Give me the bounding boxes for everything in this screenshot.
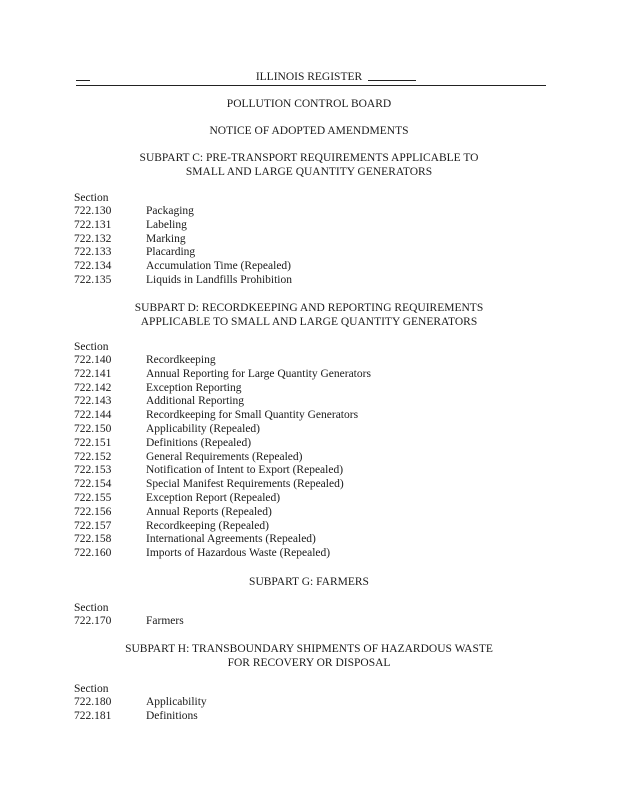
section-title: Notification of Intent to Export (Repealed) [146,464,344,477]
section-entry [74,246,544,260]
section-title: Applicability (Repealed) [146,422,261,435]
section-list [74,615,544,629]
section-title: Farmers [146,615,184,627]
section-number: 722.153 [74,464,112,477]
subpart-heading-line: APPLICABLE TO SMALL AND LARGE QUANTITY GENERATORS [140,316,478,328]
section-number: 722.151 [74,436,112,449]
section-number: 722.181 [74,709,112,722]
section-number: 722.143 [74,395,112,408]
section-title: Additional Reporting [146,395,245,408]
section-title: Placarding [146,246,196,259]
section-title: Exception Report (Repealed) [146,491,281,504]
section-entry [74,533,544,547]
section-label: Section [74,341,109,353]
header-mark-right [368,80,416,81]
subpart-heading-line: SMALL AND LARGE QUANTITY GENERATORS [185,166,433,178]
section-entry [74,423,544,437]
section-title: Labeling [146,218,187,231]
section-entry [74,492,544,506]
section-entry [74,520,544,534]
subpart-heading-line: FOR RECOVERY OR DISPOSAL [227,657,391,669]
section-title: Annual Reporting for Large Quantity Generators [146,367,371,380]
section-entry [74,233,544,247]
section-entry [74,219,544,233]
subpart-heading-line: SUBPART H: TRANSBOUNDARY SHIPMENTS OF HAZARDOUS WASTE [125,643,493,655]
section-entry [74,205,544,219]
section-entry [74,368,544,382]
section-entry [74,395,544,409]
section-label: Section [74,602,109,614]
section-number: 722.156 [74,505,112,518]
subpart-heading-line: SUBPART D: RECORDKEEPING AND REPORTING REQUIREMENTS [134,302,484,314]
section-title: Recordkeeping (Repealed) [146,519,269,532]
section-title: Exception Reporting [146,381,242,394]
section-number: 722.158 [74,533,112,546]
section-entry [74,409,544,423]
section-title: General Requirements (Repealed) [146,450,303,463]
section-entry [74,451,544,465]
section-entry [74,464,544,478]
section-entry [74,274,544,288]
section-entry [74,260,544,274]
section-number: 722.180 [74,696,112,708]
section-title: Annual Reports (Repealed) [146,505,272,518]
section-title: Imports of Hazardous Waste (Repealed) [146,547,331,560]
section-list [74,696,544,724]
section-label: Section [74,192,109,204]
section-title: Definitions (Repealed) [146,436,252,449]
section-number: 722.144 [74,409,112,422]
header-rule [76,85,546,86]
section-number: 722.132 [74,232,112,245]
section-entry [74,696,544,710]
section-entry [74,547,544,561]
section-number: 722.130 [74,205,112,217]
section-number: 722.135 [74,273,112,286]
notice-title: NOTICE OF ADOPTED AMENDMENTS [209,125,409,137]
section-number: 722.133 [74,246,112,259]
section-entry [74,437,544,451]
section-number: 722.152 [74,450,112,463]
section-entry [74,710,544,724]
section-title: Liquids in Landfills Prohibition [146,273,292,286]
section-title: Applicability [146,696,207,708]
section-number: 722.170 [74,615,112,627]
section-number: 722.134 [74,260,112,273]
section-number: 722.155 [74,491,112,504]
section-number: 722.140 [74,354,112,366]
section-title: International Agreements (Repealed) [146,533,316,546]
section-number: 722.154 [74,478,112,491]
section-number: 722.150 [74,422,112,435]
section-label: Section [74,683,109,695]
section-number: 722.141 [74,367,112,380]
section-list [74,205,544,288]
section-title: Packaging [146,205,194,217]
subpart-heading-line: SUBPART G: FARMERS [249,576,369,588]
board-name: POLLUTION CONTROL BOARD [226,98,392,110]
section-number: 722.131 [74,218,112,231]
section-entry [74,354,544,368]
section-list [74,354,544,561]
section-entry [74,615,544,629]
section-number: 722.142 [74,381,112,394]
subpart-heading-line: SUBPART C: PRE-TRANSPORT REQUIREMENTS APPLICABLE TO [139,152,479,164]
section-title: Recordkeeping [146,354,216,366]
section-entry [74,506,544,520]
section-number: 722.160 [74,547,112,560]
section-entry [74,478,544,492]
section-title: Recordkeeping for Small Quantity Generators [146,409,359,422]
section-entry [74,382,544,396]
section-title: Accumulation Time (Repealed) [146,260,291,273]
section-title: Special Manifest Requirements (Repealed) [146,478,344,491]
register-title: ILLINOIS REGISTER [255,71,363,83]
section-title: Definitions [146,709,198,722]
section-number: 722.157 [74,519,112,532]
section-title: Marking [146,232,186,245]
